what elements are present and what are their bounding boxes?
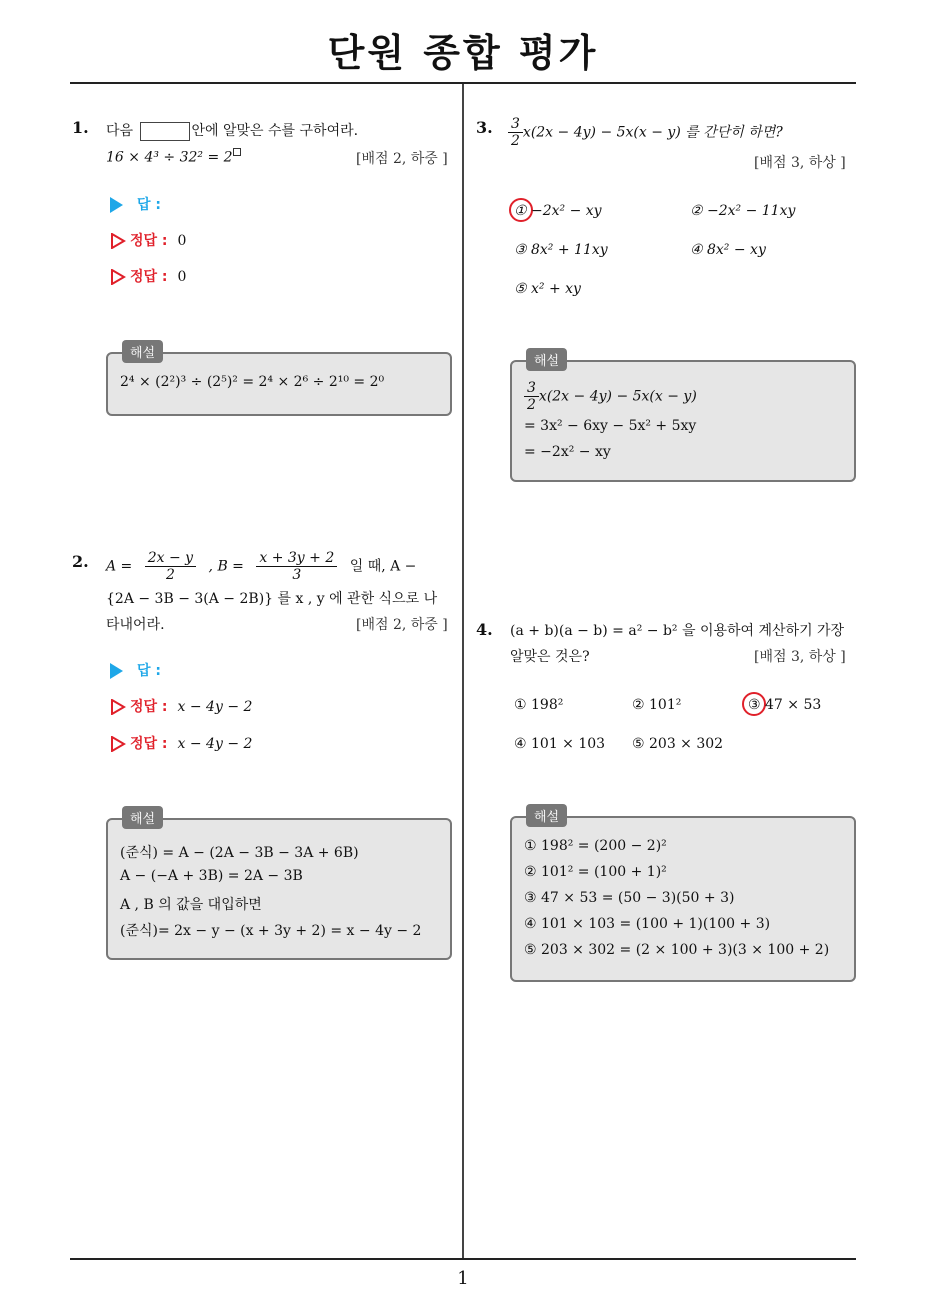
page-number: 1	[457, 1268, 469, 1289]
score-meta: [배점 2, 하중 ]	[356, 617, 448, 633]
explanation-tag: 해설	[122, 806, 163, 829]
question-text-line2: 알맞은 것은?	[510, 649, 590, 665]
answer-label: 답 :	[137, 197, 161, 213]
question-number: 4.	[476, 620, 493, 639]
numerator: 2x − y	[145, 550, 196, 567]
explanation-line: 2⁴ × (2²)³ ÷ (2⁵)² = 2⁴ × 2⁶ ÷ 2¹⁰ = 2⁰	[120, 374, 385, 390]
explanation-line: A , B 의 값을 대입하면	[120, 897, 262, 913]
question-number: 2.	[72, 552, 89, 571]
denominator: 2	[527, 397, 536, 413]
explanation-box	[106, 346, 452, 416]
play-outline-icon	[110, 736, 126, 752]
fraction-b	[256, 550, 337, 583]
explanation-line	[524, 380, 697, 413]
explanation-line: ② 101² = (100 + 1)²	[524, 864, 667, 880]
explanation-line: ③ 47 × 53 = (50 − 3)(50 + 3)	[524, 890, 735, 906]
question-expression: x(2x − 4y) − 5x(x − y) 를 간단히 하면?	[522, 124, 783, 141]
text-post: 안에 알맞은 수를 구하여라.	[191, 123, 359, 139]
explanation-line: (준식)= 2x − y − (x + 3y + 2) = x − 4y − 2	[120, 923, 422, 939]
denominator: 3	[292, 567, 302, 583]
question-number: 1.	[72, 118, 89, 137]
page-title: 단원 종합 평가	[327, 31, 599, 75]
numerator: 3	[508, 116, 523, 133]
text-pre: 다음	[106, 123, 134, 139]
question-text	[106, 120, 358, 141]
numerator: 3	[524, 380, 539, 397]
explanation-box	[510, 810, 856, 982]
line1-tail: 일 때, A −	[349, 558, 417, 575]
question-number: 3.	[476, 118, 493, 137]
explanation-line: = 3x² − 6xy − 5x² + 5xy	[524, 418, 697, 434]
choice-3[interactable]: ③ 47 × 53	[748, 697, 822, 713]
explanation-line: (준식) = A − (2A − 3B − 3A + 6B)	[120, 845, 359, 861]
play-outline-icon	[110, 233, 126, 249]
explanation-tag: 해설	[526, 804, 567, 827]
explanation-box	[510, 354, 856, 482]
explanation-box	[106, 812, 452, 960]
explanation-tag: 해설	[526, 348, 567, 371]
question-text-line1: (a + b)(a − b) = a² − b² 을 이용하여 계산하기 가장	[510, 623, 845, 639]
explanation-line: ⑤ 203 × 302 = (2 × 100 + 3)(3 × 100 + 2)	[524, 942, 830, 958]
choice-5[interactable]: ⑤ 203 × 302	[632, 736, 724, 752]
choice-1[interactable]: ① −2x² − xy	[514, 203, 602, 219]
correct-answer-row	[110, 696, 252, 716]
correct-answer-row	[110, 230, 186, 250]
question-text	[508, 116, 783, 149]
answer-row	[110, 660, 161, 680]
question-text-line1	[106, 550, 416, 583]
explanation-line: ① 198² = (200 − 2)²	[524, 838, 667, 854]
fraction	[508, 116, 523, 149]
choice-5[interactable]: ⑤ x² + xy	[514, 281, 581, 297]
eq-b: , B =	[208, 558, 244, 575]
explanation-line: A − (−A + 3B) = 2A − 3B	[120, 868, 303, 884]
correct-value: 0	[177, 269, 187, 285]
denominator: 2	[511, 133, 520, 149]
correct-value: 0	[177, 233, 187, 249]
question-text-line3: 타내어라.	[106, 617, 165, 633]
play-filled-icon	[110, 663, 123, 679]
correct-label: 정답 :	[130, 736, 168, 752]
column-divider	[462, 84, 464, 1258]
bottom-rule	[70, 1258, 856, 1260]
choice-3[interactable]: ③ 8x² + 11xy	[514, 242, 608, 258]
score-meta: [배점 2, 하중 ]	[356, 151, 448, 167]
expression: 16 × 4³ ÷ 32² = 2	[106, 149, 233, 166]
explanation-tag: 해설	[122, 340, 163, 363]
play-outline-icon	[110, 269, 126, 285]
correct-label: 정답 :	[130, 269, 168, 285]
correct-value: x − 4y − 2	[177, 736, 253, 752]
question-expression	[106, 148, 241, 166]
explanation-expression: x(2x − 4y) − 5x(x − y)	[538, 388, 697, 405]
score-meta: [배점 3, 하상 ]	[754, 155, 846, 171]
correct-label: 정답 :	[130, 699, 168, 715]
choice-1[interactable]: ① 198²	[514, 697, 564, 713]
correct-label: 정답 :	[130, 233, 168, 249]
play-filled-icon	[110, 197, 123, 213]
correct-value: x − 4y − 2	[177, 699, 253, 715]
question-text-line2: {2A − 3B − 3(A − 2B)} 를 x , y 에 관한 식으로 나	[106, 591, 438, 607]
numerator: x + 3y + 2	[256, 550, 337, 567]
explanation-line: ④ 101 × 103 = (100 + 1)(100 + 3)	[524, 916, 771, 932]
correct-answer-row	[110, 266, 186, 286]
choice-4[interactable]: ④ 101 × 103	[514, 736, 606, 752]
correct-answer-row	[110, 733, 252, 753]
denominator: 2	[165, 567, 175, 583]
play-outline-icon	[110, 699, 126, 715]
answer-blank	[140, 122, 190, 141]
fraction	[524, 380, 539, 413]
explanation-line: = −2x² − xy	[524, 444, 611, 460]
exponent-box	[233, 148, 241, 156]
choice-2[interactable]: ② −2x² − 11xy	[690, 203, 796, 219]
answer-row	[110, 194, 161, 214]
fraction-a	[145, 550, 196, 583]
eq-a: A =	[106, 558, 133, 575]
choice-2[interactable]: ② 101²	[632, 697, 682, 713]
choice-4[interactable]: ④ 8x² − xy	[690, 242, 766, 258]
score-meta: [배점 3, 하상 ]	[754, 649, 846, 665]
answer-label: 답 :	[137, 663, 161, 679]
